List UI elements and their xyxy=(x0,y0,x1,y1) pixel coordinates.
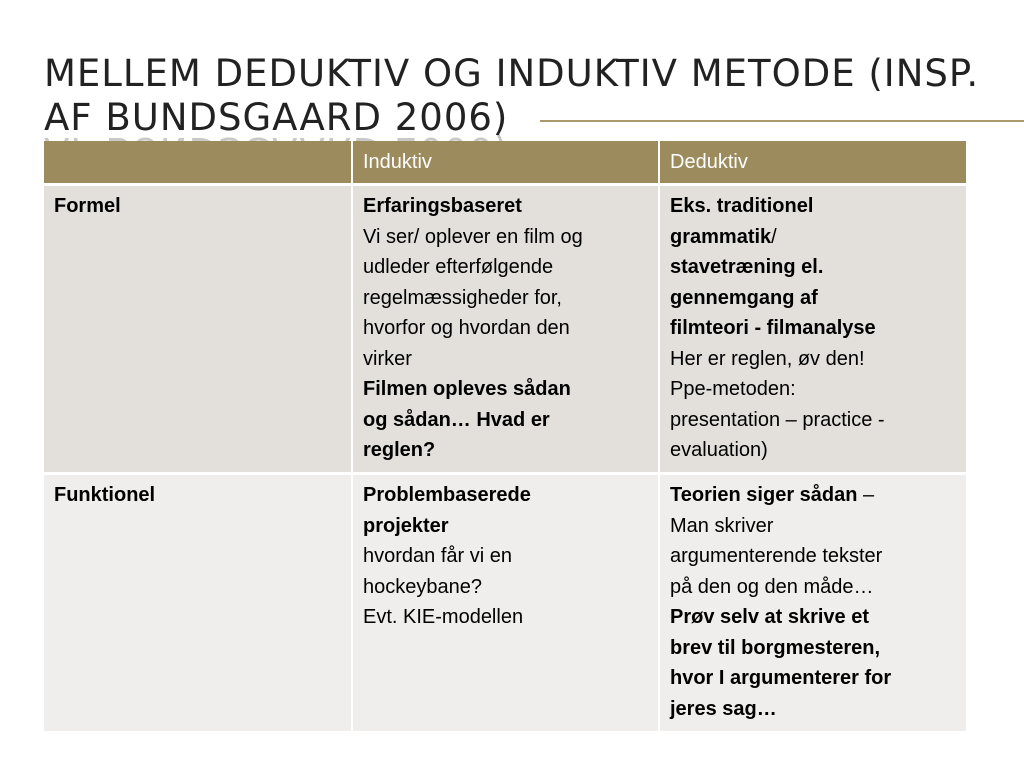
cell-emphasis-line: hvor I argumenterer for xyxy=(670,667,892,689)
comparison-table xyxy=(44,141,966,734)
row-label-text: Formel xyxy=(54,195,121,217)
cell-heading-line xyxy=(670,480,956,511)
cell-emphasis-line: og sådan… Hvad er xyxy=(363,408,550,431)
cell-heading-dash: – xyxy=(857,484,875,506)
cell-heading: Problembaserede xyxy=(363,484,531,506)
row-label-text: Funktionel xyxy=(54,484,156,506)
cell-text-line: evaluation) xyxy=(670,439,768,461)
cell-emphasis-line: brev til borgmesteren, xyxy=(670,636,881,659)
header-cell-deduktiv: Deduktiv xyxy=(659,141,966,185)
cell-heading: Erfaringsbaseret xyxy=(363,195,522,217)
cell-formel-induktiv xyxy=(352,185,659,474)
cell-text-line: regelmæssigheder for, xyxy=(363,286,562,309)
table-row-formel xyxy=(44,185,966,474)
cell-text-line: hvordan får vi en xyxy=(363,545,512,567)
cell-text-line: på den og den måde… xyxy=(670,575,874,598)
table-header-row xyxy=(44,141,966,185)
header-cell-induktiv: Induktiv xyxy=(352,141,659,185)
cell-emphasis-line: Prøv selv at skrive et xyxy=(670,606,870,628)
table-row-funktionel xyxy=(44,474,966,733)
cell-heading-part: Teorien siger sådan xyxy=(670,484,858,506)
cell-text-line: hockeybane? xyxy=(363,575,482,598)
cell-text-line: Vi ser/ oplever en film og xyxy=(363,225,583,248)
cell-heading-line xyxy=(670,222,956,253)
cell-text-line: hvorfor og hvordan den xyxy=(363,317,570,339)
slide-title-line-1: MELLEM DEDUKTIV OG INDUKTIV METODE (INSP. xyxy=(44,52,980,95)
row-label-funktionel xyxy=(44,474,352,733)
cell-text-line: Her er reglen, øv den! xyxy=(670,347,865,370)
accent-rule xyxy=(540,120,1024,122)
cell-heading: filmteori - filmanalyse xyxy=(670,317,876,339)
cell-heading-part: grammatik xyxy=(670,225,772,248)
cell-text-line: udleder efterfølgende xyxy=(363,256,554,278)
cell-emphasis-line: Filmen opleves sådan xyxy=(363,378,571,400)
cell-text-line: Man skriver xyxy=(670,514,774,537)
cell-emphasis-line: reglen? xyxy=(363,439,436,461)
header-cell-empty xyxy=(44,141,352,185)
cell-formel-deduktiv xyxy=(659,185,966,474)
cell-text-line: Ppe-metoden: xyxy=(670,378,796,400)
cell-text-line: argumenterende tekster xyxy=(670,545,883,567)
cell-emphasis-line: jeres sag… xyxy=(670,697,777,720)
cell-text-line: presentation – practice - xyxy=(670,408,885,431)
cell-heading: projekter xyxy=(363,514,449,537)
cell-funktionel-deduktiv xyxy=(659,474,966,733)
slide-title xyxy=(44,52,1004,140)
slide-title-line-2: AF BUNDSGAARD 2006) xyxy=(44,96,509,139)
cell-funktionel-induktiv xyxy=(352,474,659,733)
cell-heading: stavetræning el. xyxy=(670,256,824,278)
cell-heading: Eks. traditionel xyxy=(670,195,814,217)
row-label-formel xyxy=(44,185,352,474)
cell-heading-slash: / xyxy=(771,225,777,248)
cell-text-line: virker xyxy=(363,347,412,370)
cell-heading: gennemgang af xyxy=(670,286,818,309)
cell-text-line: Evt. KIE-modellen xyxy=(363,606,524,628)
